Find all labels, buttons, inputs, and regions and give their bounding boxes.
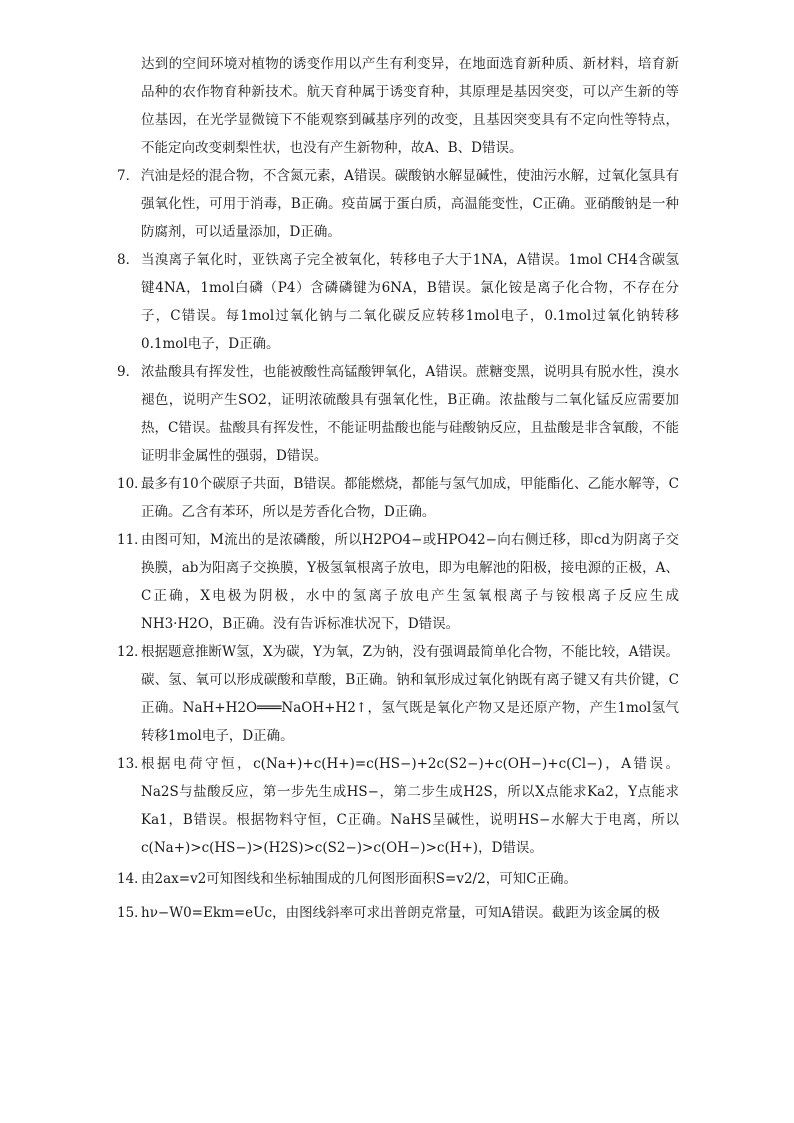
document-body — [117, 50, 679, 930]
answer-item-7 — [117, 162, 679, 246]
item-number: 10． — [117, 476, 148, 492]
intro-continuation: 达到的空间环境对植物的诱变作用以产生有利变异，在地面选育新种质、新材料，培育新品种的农作物育种新技术。航天育种属于诱变育种，其原理是基因突变，可以产生新的等位基因，在光学显微镜下不能观察到碱基序列的改变，且基因突变具有不定向性等特点，不能定向改变刺梨性状，也没有产生新物种，故A、B、D错误。 — [141, 56, 679, 156]
item-number: 12． — [117, 644, 148, 660]
item-number: 15． — [117, 905, 148, 921]
answer-item-14 — [117, 862, 679, 896]
item-number: 14． — [117, 871, 148, 887]
item-number: 13． — [117, 756, 148, 772]
item-number: 11． — [117, 532, 148, 548]
item-text: hν−W0=Ekm=eUc，由图线斜率可求出普朗克常量，可知A错误。截距为该金属的极 — [141, 905, 660, 921]
answer-item-13 — [117, 750, 679, 862]
answer-item-12 — [117, 638, 679, 750]
item-text: 根据题意推断W氢，X为碳，Y为氧，Z为钠，没有强调最简单化合物，不能比较，A错误。碳、氢、氧可以形成碳酸和草酸，B正确。钠和氧形成过氧化钠既有离子键又有共价键，C正确。NaH+H2O═══NaOH+H2↑，氢气既是氧化产物又是还原产物，产生1mol氢气转移1mol电子，D正确。 — [141, 644, 679, 744]
item-number: 7． — [117, 168, 140, 184]
item-text: 汽油是烃的混合物，不含氮元素，A错误。碳酸钠水解显碱性，使油污水解，过氧化氢具有强氧化性，可用于消毒，B正确。疫苗属于蛋白质，高温能变性，C正确。亚硝酸钠是一种防腐剂，可以适量添加，D正确。 — [141, 168, 679, 240]
item-text: 当溴离子氧化时，亚铁离子完全被氧化，转移电子大于1NA，A错误。1mol CH4含碳氢键4NA，1mol白磷（P4）含磷磷键为6NA，B错误。氯化铵是离子化合物，不存在分子，C错误。每1mol过氧化钠与二氧化碳反应转移1mol电子，0.1mol过氧化钠转移0.1mol电子，D正确。 — [141, 252, 679, 352]
item-number: 8． — [117, 252, 140, 268]
answer-item-11 — [117, 526, 679, 638]
answer-item-9 — [117, 358, 679, 470]
answer-item-8 — [117, 246, 679, 358]
answer-item-10 — [117, 470, 679, 526]
item-text: 由图可知，M流出的是浓磷酸，所以H2PO4−或HPO42−向右侧迁移，即cd为阴离子交换膜，ab为阳离子交换膜，Y极氢氧根离子放电，即为电解池的阳极，接电源的正极，A、C正确，X电极为阴极，水中的氢离子放电产生氢氧根离子与铵根离子反应生成NH3·H2O，B正确。没有告诉标准状况下，D错误。 — [141, 532, 679, 632]
item-text: 根据电荷守恒，c(Na+)+c(H+)=c(HS−)+2c(S2−)+c(OH−)+c(Cl−)，A错误。Na2S与盐酸反应，第一步先生成HS−，第二步生成H2S，所以X点能求Ka2，Y点能求Ka1，B错误。根据物料守恒，C正确。NaHS呈碱性，说明HS−水解大于电离，所以c(Na+)>c(HS−)>(H2S)>c(S2−)>c(OH−)>c(H+)，D错误。 — [141, 756, 679, 856]
item-text: 浓盐酸具有挥发性，也能被酸性高锰酸钾氧化，A错误。蔗糖变黑，说明具有脱水性，溴水褪色，说明产生SO2，证明浓硫酸具有强氧化性，B正确。浓盐酸与二氧化锰反应需要加热，C错误。盐酸具有挥发性，不能证明盐酸也能与硅酸钠反应，且盐酸是非含氧酸，不能证明非金属性的强弱，D错误。 — [141, 364, 679, 464]
item-text: 由2ax=v2可知图线和坐标轴围成的几何图形面积S=v2/2，可知C正确。 — [141, 871, 578, 887]
item-text: 最多有10个碳原子共面，B错误。都能燃烧，都能与氢气加成，甲能酯化、乙能水解等，C正确。乙含有苯环，所以是芳香化合物，D正确。 — [141, 476, 679, 520]
answer-item-15 — [117, 896, 679, 930]
item-number: 9． — [117, 364, 140, 380]
